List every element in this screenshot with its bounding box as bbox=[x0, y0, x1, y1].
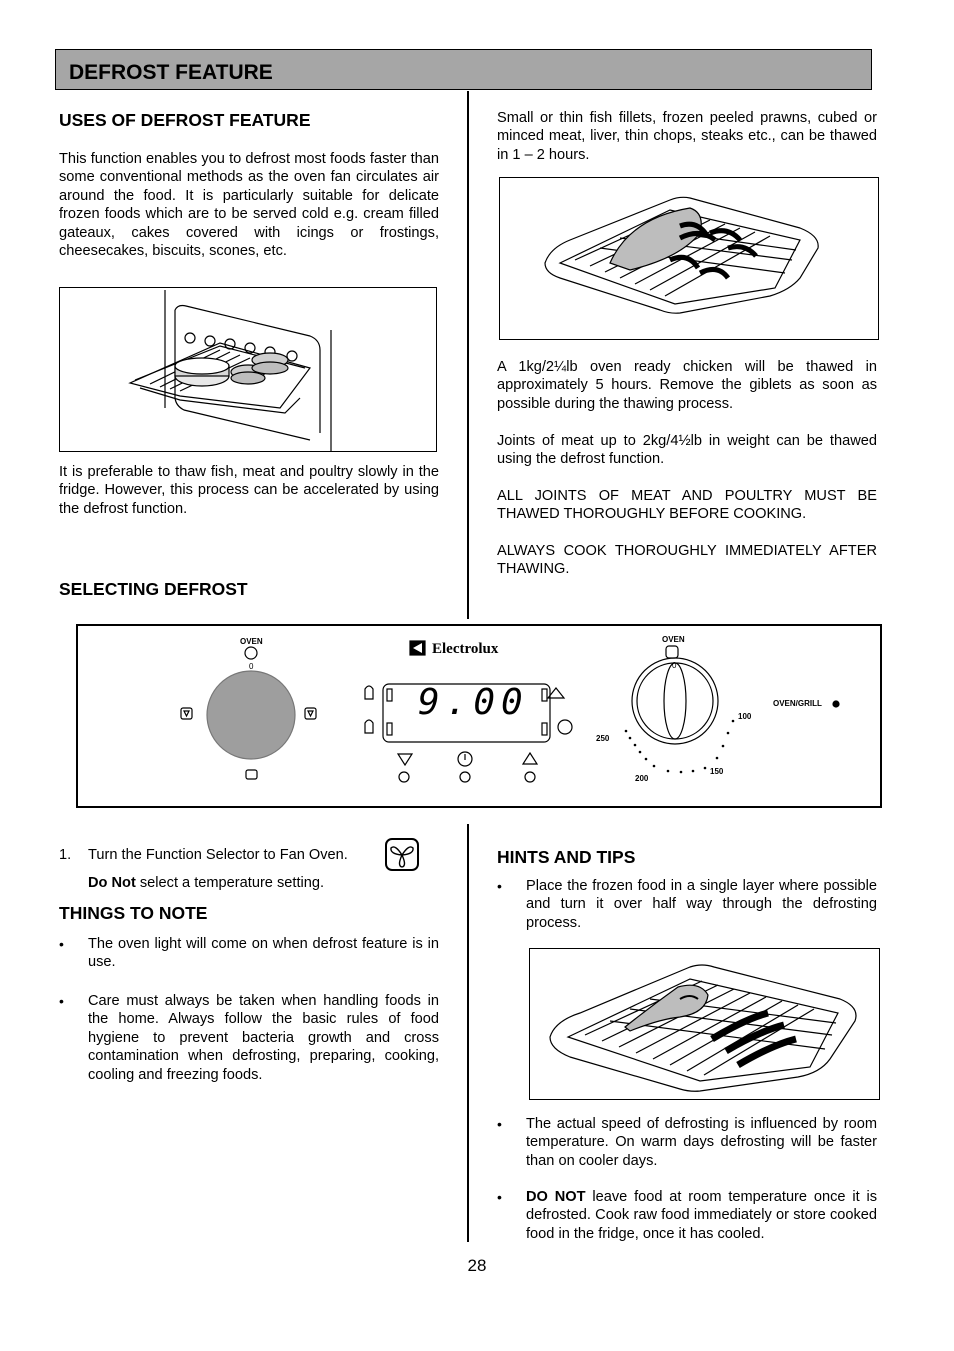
hints-list-3 bbox=[497, 1188, 877, 1243]
column-divider-bottom bbox=[467, 824, 469, 1242]
zero-label-left: 0 bbox=[249, 662, 254, 671]
do-not-leave-text: leave food at room temperature once it is defrosted. Cook raw food immediately or store cooked food in the fridge, once it has cooled. bbox=[526, 1189, 877, 1242]
plus-button bbox=[525, 772, 535, 782]
control-panel-illustration bbox=[76, 624, 882, 808]
fan-oven-icon bbox=[385, 838, 419, 871]
timer-display: 9.00 bbox=[418, 682, 529, 723]
things-item-hygiene: • Care must always be taken when handling foods in the home. Always follow the basic rules of food hygiene to prevent bacteria growth and cross contamination when defrosting, preparing, cooking, cooling and freezing foods. bbox=[59, 992, 439, 1084]
things-list-2 bbox=[59, 992, 439, 1084]
warning-thaw-paragraph: ALL JOINTS OF MEAT AND POULTRY MUST BE THAWED THOROUGHLY BEFORE COOKING. bbox=[497, 488, 877, 523]
timer-clock-icon bbox=[558, 720, 572, 734]
cook-time-icon bbox=[365, 686, 373, 699]
warning-cook-paragraph: ALWAYS COOK THOROUGHLY IMMEDIATELY AFTER THAWING. bbox=[497, 543, 877, 578]
hints-item-do-not-leave bbox=[497, 1188, 877, 1243]
step-1 bbox=[59, 846, 71, 864]
oven-cakes-drawing bbox=[60, 288, 436, 451]
brand-name: Electrolux bbox=[432, 641, 499, 657]
control-panel-drawing bbox=[78, 626, 880, 806]
hints-heading: HINTS AND TIPS bbox=[497, 847, 636, 867]
things-list bbox=[59, 935, 439, 972]
oven-grill-indicator bbox=[833, 701, 839, 707]
page-title: DEFROST FEATURE bbox=[69, 61, 273, 84]
things-item-light: • The oven light will come on when defrost feature is in use. bbox=[59, 935, 439, 972]
thermostat-icon bbox=[666, 646, 678, 658]
step-1-note bbox=[88, 874, 324, 892]
do-not-emphasis: Do Not bbox=[88, 875, 136, 891]
temperature-knob bbox=[632, 658, 718, 744]
column-divider-top bbox=[467, 91, 469, 619]
page-number: 28 bbox=[467, 1256, 487, 1275]
thin-fish-paragraph: Small or thin fish fillets, frozen peeled prawns, cubed or minced meat, liver, thin chops, steaks etc., can be thawed in 1 – 2 hours. bbox=[497, 110, 877, 163]
oven-label-left: OVEN bbox=[240, 637, 263, 646]
hints-item-single-layer: • Place the frozen food in a single layer where possible and turn it over half way through the defrosting process. bbox=[497, 877, 877, 932]
page-header bbox=[55, 49, 872, 90]
uses-paragraph-2: It is preferable to thaw fish, meat and poultry slowly in the fridge. However, this process can be accelerated by using the defrost function. bbox=[59, 464, 439, 517]
hints-list-2 bbox=[497, 1115, 877, 1170]
fan-icon-left bbox=[181, 708, 192, 719]
meat-grill-illustration bbox=[529, 948, 880, 1100]
plus-button-icon bbox=[523, 753, 537, 764]
function-selector-knob bbox=[207, 671, 295, 759]
end-time-icon bbox=[365, 720, 373, 733]
timer-display-frame bbox=[383, 684, 550, 742]
uses-paragraph-1: This function enables you to defrost most foods faster than some conventional methods as the oven fan circulates air around the food. It is particularly suitable for delicate frozen foods which are to be served cold e.g. cream filled gateaux, cakes covered with icings or frostings, cheesecakes, biscuits, scones, etc. bbox=[59, 151, 439, 260]
joints-paragraph: Joints of meat up to 2kg/4½lb in weight can be thawed using the defrost function. bbox=[497, 433, 877, 468]
temp-150-label: 150 bbox=[710, 767, 724, 776]
hints-list-1 bbox=[497, 877, 877, 932]
fish-grill-drawing bbox=[500, 178, 878, 339]
meat-grill-drawing bbox=[530, 949, 879, 1099]
oven-grill-label: OVEN/GRILL bbox=[773, 699, 822, 708]
oven-cakes-illustration bbox=[59, 287, 437, 452]
temp-100-label: 100 bbox=[738, 712, 752, 721]
chicken-paragraph: A 1kg/2¼lb oven ready chicken will be thawed in approximately 5 hours. Remove the giblets as soon as possible during the thawing process. bbox=[497, 359, 877, 412]
fish-grill-illustration bbox=[499, 177, 879, 340]
selecting-heading: SELECTING DEFROST bbox=[59, 579, 248, 599]
zero-label-right: 0 bbox=[672, 661, 677, 670]
do-not-leave-emphasis: DO NOT bbox=[526, 1189, 586, 1205]
clock-button bbox=[460, 772, 470, 782]
oven-light-indicator-left bbox=[245, 647, 257, 659]
fan-oven-symbol bbox=[387, 840, 417, 869]
minus-button bbox=[399, 772, 409, 782]
things-heading: THINGS TO NOTE bbox=[59, 903, 208, 923]
grill-icon-bottom bbox=[246, 770, 257, 779]
minus-button-icon bbox=[398, 754, 412, 765]
temp-200-label: 200 bbox=[635, 774, 649, 783]
uses-heading: USES OF DEFROST FEATURE bbox=[59, 110, 311, 130]
fan-icon-right bbox=[305, 708, 316, 719]
temp-250-label: 250 bbox=[596, 734, 610, 743]
step-1-number: 1. bbox=[59, 847, 72, 863]
oven-label-right: OVEN bbox=[662, 635, 685, 644]
hints-item-room-temperature: • The actual speed of defrosting is influenced by room temperature. On warm days defrosting will be faster than on cooler days. bbox=[497, 1115, 877, 1170]
step-1-note-text: select a temperature setting. bbox=[135, 875, 325, 891]
step-1-instruction: Turn the Function Selector to Fan Oven. bbox=[88, 847, 348, 863]
